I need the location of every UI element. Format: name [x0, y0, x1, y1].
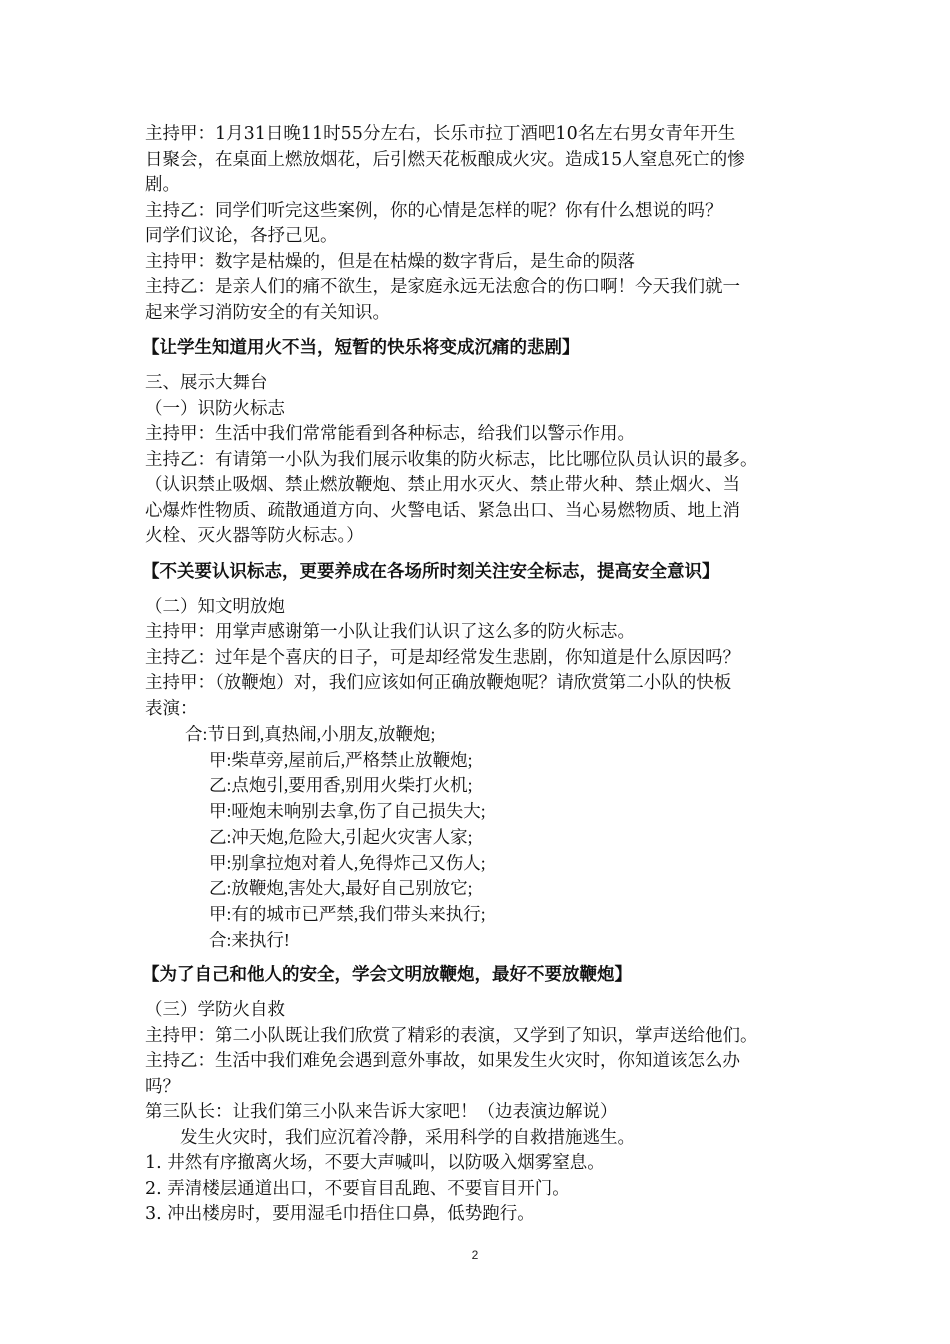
section-note-heading: 【为了自己和他人的安全，学会文明放鞭炮，最好不要放鞭炮】: [142, 965, 632, 986]
list-item: 2. 弄清楼层通道出口，不要盲目乱跑、不要盲目开门。: [145, 1178, 570, 1199]
verse-line: 乙:点炮引,要用香,别用火柴打火机;: [209, 775, 473, 796]
verse-line: 甲:别拿拉炮对着人,免得炸己又伤人;: [209, 852, 486, 873]
paragraph-fire-signs: [145, 371, 810, 550]
text-line: 第三队长：让我们第三小队来告诉大家吧！（边表演边解说）: [145, 1102, 618, 1123]
text-line: 主持乙：有请第一小队为我们展示收集的防火标志，比比哪位队员认识的最多。: [145, 449, 758, 470]
text-line: 主持乙：生活中我们难免会遇到意外事故，如果发生火灾时，你知道该怎么办: [145, 1051, 740, 1072]
verse-line: 合:来执行!: [209, 929, 290, 950]
clapper-verse: [145, 722, 810, 953]
text-line: 主持乙：同学们听完这些案例，你的心情是怎样的呢？你有什么想说的吗？: [145, 200, 723, 221]
verse-line: 甲:有的城市已严禁,我们带头来执行;: [209, 903, 486, 924]
text-line: 同学们议论，各抒己见。: [145, 226, 338, 246]
text-line: 主持甲：第二小队既让我们欣赏了精彩的表演，又学到了知识，掌声送给他们。: [145, 1025, 758, 1046]
paragraph-case-intro: [145, 122, 810, 326]
list-item: 1. 井然有序撤离火场，不要大声喊叫，以防吸入烟雾窒息。: [145, 1153, 605, 1174]
verse-line: 甲:柴草旁,屋前后,严格禁止放鞭炮;: [209, 749, 473, 770]
text-line: 日聚会，在桌面上燃放烟花，后引燃天花板酿成火灾。造成15人窒息死亡的惨: [145, 149, 745, 170]
text-line: 起来学习消防安全的有关知识。: [145, 302, 390, 323]
verse-line: 甲:哑炮未响别去拿,伤了自己损失大;: [209, 801, 486, 822]
section-note-heading: 【不关要认识标志，更要养成在各场所时刻关注安全标志，提高安全意识】: [142, 561, 720, 582]
text-line: 主持甲：数字是枯燥的，但是在枯燥的数字背后，是生命的陨落: [145, 251, 635, 272]
text-line: 主持乙：过年是个喜庆的日子，可是却经常发生悲剧，你知道是什么原因吗？: [145, 647, 740, 668]
text-line: 剧。: [145, 175, 180, 195]
subsection-title: （二）知文明放炮: [145, 596, 285, 617]
section-title: 三、展示大舞台: [145, 373, 268, 393]
text-line: 火栓、灭火器等防火标志。）: [145, 526, 364, 546]
document-page: [142, 122, 810, 1228]
text-line: 主持甲：用掌声感谢第一小队让我们认识了这么多的防火标志。: [145, 622, 635, 642]
text-line: 吗？: [145, 1076, 180, 1097]
text-line: 心爆炸性物质、疏散通道方向、火警电话、紧急出口、当心易燃物质、地上消: [145, 500, 740, 521]
section-note-heading: 【让学生知道用火不当，短暂的快乐将变成沉痛的悲剧】: [142, 338, 580, 358]
subsection-title: （三）学防火自救: [145, 1000, 285, 1021]
verse-line: 乙:放鞭炮,害处大,最好自己别放它;: [209, 878, 473, 899]
text-line: 主持甲：1月31日晚11时55分左右，长乐市拉丁酒吧10名左右男女青年开生: [145, 124, 736, 144]
text-line: 表演：: [145, 698, 198, 719]
paragraph-firecrackers: [145, 595, 810, 723]
page-number: 2: [471, 1248, 479, 1262]
verse-line: 乙:冲天炮,危险大,引起火灾害人家;: [209, 826, 473, 847]
subsection-title: （一）识防火标志: [145, 398, 285, 419]
text-line: （认识禁止吸烟、禁止燃放鞭炮、禁止用水灭火、禁止带火种、禁止烟火、当: [145, 475, 740, 495]
paragraph-self-rescue: [145, 998, 810, 1228]
verse-line: 合:节日到,真热闹,小朋友,放鞭炮;: [185, 724, 436, 744]
text-line: 主持乙：是亲人们的痛不欲生，是家庭永远无法愈合的伤口啊！今天我们就一: [145, 277, 740, 297]
text-line: 主持甲：生活中我们常常能看到各种标志，给我们以警示作用。: [145, 424, 635, 444]
text-line: 发生火灾时，我们应沉着冷静，采用科学的自救措施逃生。: [180, 1127, 635, 1148]
list-item: 3. 冲出楼房时，要用湿毛巾捂住口鼻，低势跑行。: [145, 1204, 535, 1225]
text-line: 主持甲：（放鞭炮）对，我们应该如何正确放鞭炮呢？请欣赏第二小队的快板: [145, 673, 732, 693]
